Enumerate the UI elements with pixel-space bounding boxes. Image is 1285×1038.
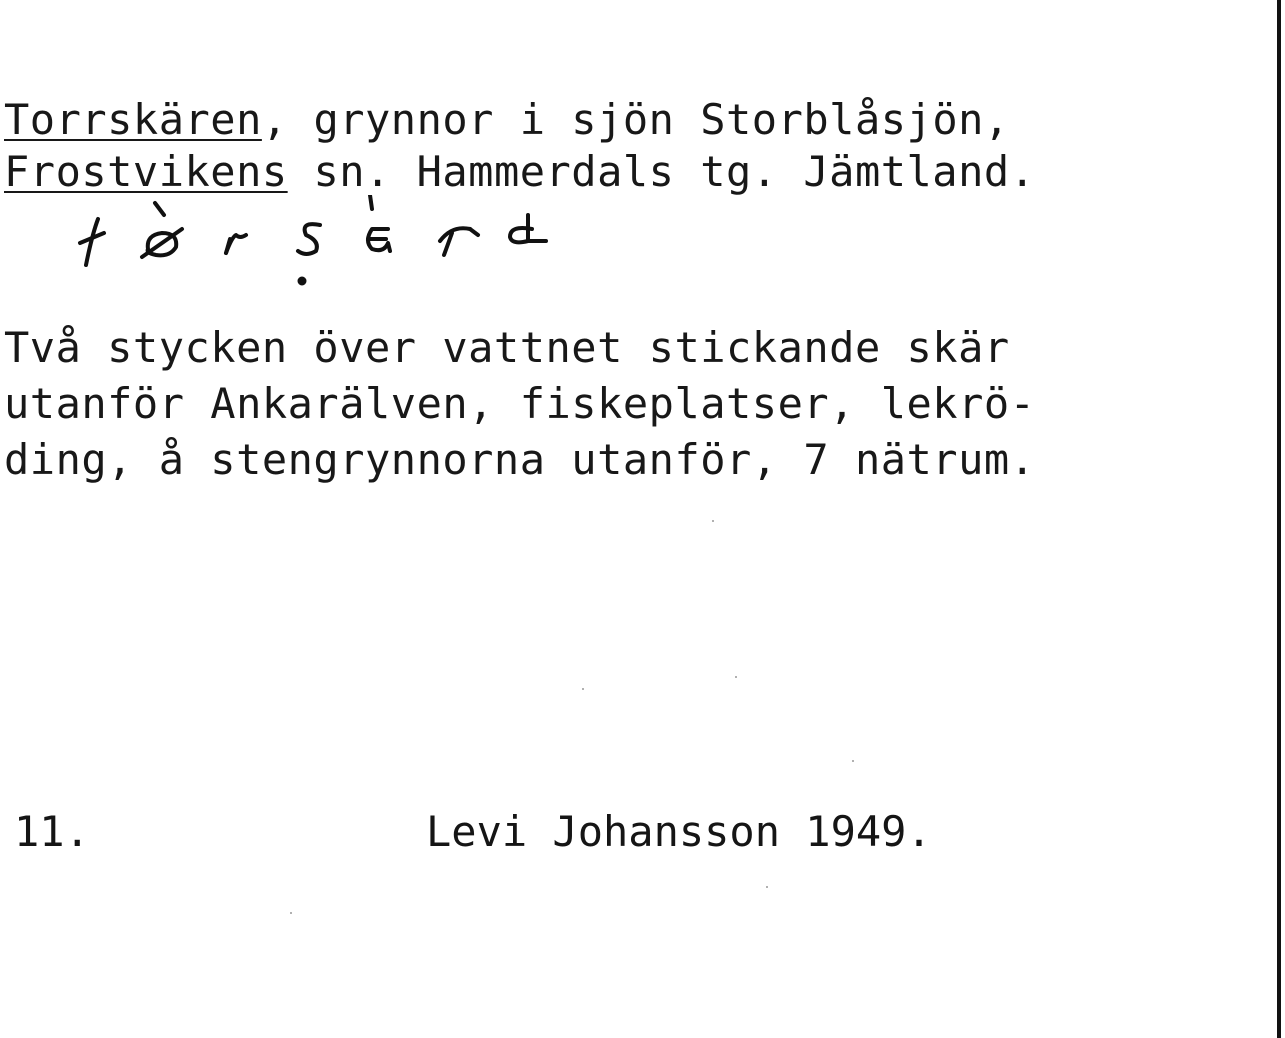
paper-speck xyxy=(712,520,714,522)
location-details: sn. Hammerdals tg. Jämtland. xyxy=(287,147,1036,196)
record-number: 11. xyxy=(14,807,90,856)
signature: Levi Johansson 1949. xyxy=(426,807,932,856)
body-line-3: ding, å stengrynnorna utanför, 7 nätrum. xyxy=(4,435,1036,484)
place-name: Torrskären xyxy=(4,95,262,144)
paper-speck xyxy=(735,676,737,678)
place-description: , grynnor i sjön Storblåsjön, xyxy=(261,95,1010,144)
card-edge xyxy=(1277,0,1281,1038)
body-line-1: Två stycken över vattnet stickande skär xyxy=(4,323,1010,372)
paper-speck xyxy=(290,912,292,914)
header-line-1 xyxy=(4,96,1010,144)
paper-speck xyxy=(582,688,584,690)
header-line-2 xyxy=(4,148,1035,196)
parish-name: Frostvikens xyxy=(4,147,288,196)
paper-speck xyxy=(852,760,854,762)
paper-speck xyxy=(766,886,768,888)
phonetic-transcription xyxy=(0,195,700,295)
body-line-2: utanför Ankarälven, fiskeplatser, lekrö- xyxy=(4,379,1036,428)
